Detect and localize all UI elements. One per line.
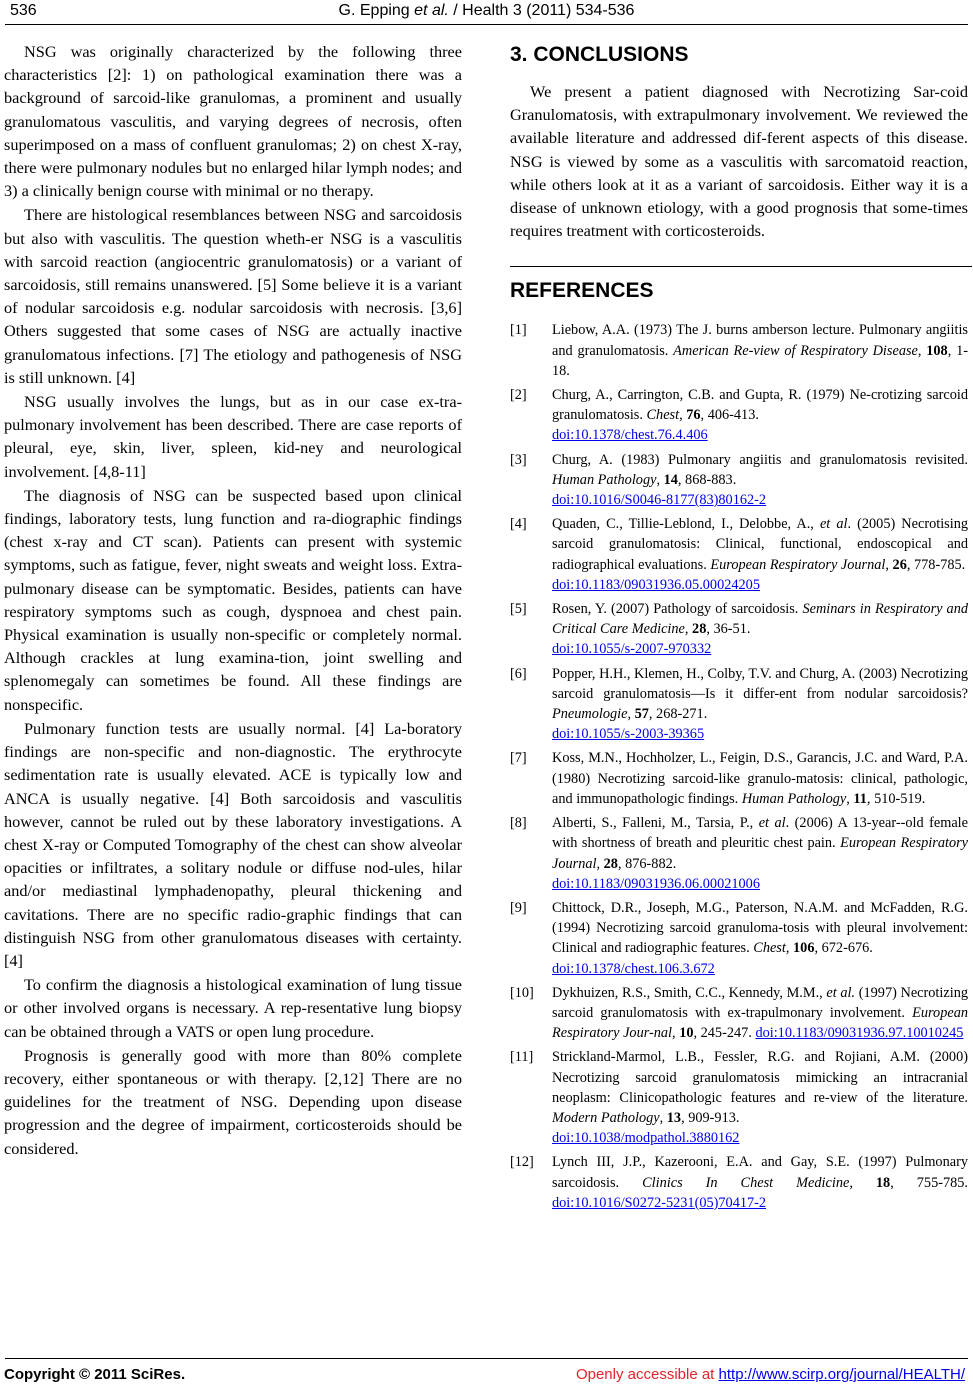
reference-title: . (2005) Necrotising sarcoid granulomatosis: Clinical, functional, endoscopical and radiographical evaluations. xyxy=(552,516,969,573)
reference-doi-link[interactable]: doi:10.1016/S0046-8177(83)80162-2 xyxy=(552,492,767,509)
reference-item xyxy=(510,385,968,446)
journal-link[interactable]: http://www.scirp.org/journal/HEALTH/ xyxy=(718,1366,965,1383)
reference-volume: 108 xyxy=(926,342,948,359)
reference-text xyxy=(552,900,968,979)
reference-item xyxy=(510,983,968,1044)
reference-number: [6] xyxy=(510,665,527,682)
right-column xyxy=(510,40,968,1217)
reference-authors: Quaden, C., Tillie-Leblond, I., Delobbe, A., xyxy=(552,516,820,533)
reference-journal: Human Pathology xyxy=(552,471,657,488)
reference-authors: Churg, A., Carrington, C.B. and Gupta, R. (1979) Ne-crotizing sarcoid granulomatosis. xyxy=(552,387,968,424)
reference-authors: Lynch III, J.P., Kazerooni, E.A. and Gay, S.E. (1997) Pulmonary sarcoidosis. xyxy=(552,1154,968,1191)
reference-etal: et al. xyxy=(826,984,856,1001)
reference-separator: , xyxy=(596,855,604,872)
paragraph-1: NSG was originally characterized by the following three characteristics [2]: 1) on pathological examination there was a background of sarcoid-like granulomas, a prominent and usually granulomatous vasculitis, and varying degrees of necrosis, often superimposed on a mass of confluent granulomas; 2) on chest X-ray, there were pulmonary nodules but no enlarged hilar lymph nodes; and 3) a clinically benign course with minimal or no therapy. xyxy=(4,42,462,201)
reference-journal: Chest xyxy=(646,407,680,424)
reference-volume: 18 xyxy=(875,1174,891,1191)
reference-volume: 26 xyxy=(892,556,907,573)
reference-authors: Churg, A. (1983) Pulmonary angiitis and granulomatosis revisited. xyxy=(552,451,968,468)
reference-item xyxy=(510,1047,968,1148)
header-journal: / Health 3 (2011) 534-536 xyxy=(448,2,635,19)
reference-text xyxy=(552,452,968,511)
paragraph-3: NSG usually involves the lungs, but as in our case ex-tra-pulmonary involvement has been described. There are case reports of pleural, eye, skin, liver, spleen, kid-ney and neurological involvement. [4,8-11] xyxy=(4,392,462,481)
reference-item xyxy=(510,664,968,745)
reference-number: [1] xyxy=(510,322,527,339)
running-header xyxy=(0,2,973,20)
reference-authors: Dykhuizen, R.S., Smith, C.C., Kennedy, M.M., xyxy=(552,984,827,1001)
reference-pages: , 876-882. xyxy=(617,855,677,872)
paragraph-7: Prognosis is generally good with more than 80% complete recovery, either spontaneous or with therapy. [2,12] There are no guidelines for the treatment of NSG. Depending upon disease progression and the degree of impairment, corticosteroids should be considered. xyxy=(4,1045,462,1158)
left-column xyxy=(4,40,462,1160)
reference-text xyxy=(552,601,968,660)
reference-doi-link[interactable]: doi:10.1016/S0272-5231(05)70417-2 xyxy=(552,1194,767,1211)
reference-pages: , 909-913. xyxy=(681,1109,740,1126)
reference-pages: , 868-883. xyxy=(677,471,737,488)
section-divider xyxy=(510,266,972,267)
reference-text xyxy=(552,666,968,745)
access-text: Openly accessible at xyxy=(575,1366,719,1383)
reference-pages: , 1-18. xyxy=(552,342,968,379)
reference-number: [3] xyxy=(510,451,527,468)
reference-authors: Koss, M.N., Hochholzer, L., Feigin, D.S., Garancis, J.C. and Ward, P.A. (1980) Necrotizing sarcoid-like granulo-matosis: clinical, pathologic, and immunopathologic findings. xyxy=(552,750,968,807)
paragraph-2: There are histological resemblances between NSG and sarcoidosis but also with vasculitis. The question wheth-er NSG is a vasculitis with sarcoid reaction (angiocentric granulomatosis) or a variant of sarcoidosis, still remains unanswered. [5] Some believe it is a variant of nodular sarcoidosis e.g. nodular sarcoidosis with necrosis. [3,6] Others suggested that some cases of NSG are actually inactive granulomatous infections. [7] The etiology and pathogenesis of NSG is still unknown. [4] xyxy=(4,205,462,387)
header-author: G. Epping xyxy=(338,2,415,19)
reference-journal: European Respiratory Jour-nal xyxy=(552,1004,968,1042)
reference-journal: Pneumologie xyxy=(552,706,628,723)
reference-separator: , xyxy=(684,621,693,638)
reference-separator: , xyxy=(672,1025,680,1042)
reference-authors: Alberti, S., Falleni, M., Tarsia, P., xyxy=(552,815,759,832)
reference-doi-link[interactable]: doi:10.1038/modpathol.3880162 xyxy=(552,1130,740,1147)
reference-number: [12] xyxy=(510,1154,534,1171)
reference-separator: , xyxy=(785,940,794,957)
reference-volume: 106 xyxy=(793,940,815,957)
reference-journal: Seminars in Respiratory and Critical Care Medicine xyxy=(552,601,969,638)
reference-volume: 13 xyxy=(666,1109,682,1126)
reference-item xyxy=(510,450,968,511)
paragraph-5: Pulmonary function tests are usually normal. [4] La-boratory findings are non-specific and non-diagnostic. The erythrocyte sedimentation rate is usually elevated. ACE is typically low and ANCA is usually negative. [4] Both sarcoidosis and vasculitis however, cannot be ruled out by these laboratory investigations. A chest X-ray or Computed Tomography of the chest can show alveolar opacities or infiltrates, a solitary nodule or diffuse nod-ules, hilar and/or mediastinal lymphadenopathy, pleural thickening and cavitations. There are no specific radio-graphic findings that can distinguish NSG from other granulomatous diseases with certainty. [4] xyxy=(4,718,462,970)
copyright-notice: Copyright © 2011 SciRes. xyxy=(4,1366,186,1383)
header-divider xyxy=(5,24,968,25)
reference-authors: Chittock, D.R., Joseph, M.G., Paterson, N.A.M. and McFadden, R.G. (1994) Necrotizing sarcoid granuloma-tosis with pleural involvement: Clinical and radiographic features. xyxy=(552,899,968,957)
reference-journal: European Respiratory Journal xyxy=(710,556,886,573)
reference-etal: et al xyxy=(758,815,786,832)
reference-pages: , 268-271. xyxy=(648,706,708,723)
reference-journal: Chest xyxy=(753,940,786,957)
reference-title: . (2006) A 13-year--old female with shortness of breath and pleuritic chest pain. xyxy=(552,815,969,852)
reference-item xyxy=(510,898,968,979)
reference-number: [11] xyxy=(510,1049,534,1066)
reference-pages: , 778-785. xyxy=(906,556,966,573)
reference-text xyxy=(552,387,968,446)
reference-doi-link[interactable]: doi:10.1183/09031936.05.00024205 xyxy=(552,576,760,593)
page-number: 536 xyxy=(10,2,37,19)
reference-number: [8] xyxy=(510,815,527,832)
reference-pages: , 245-247. xyxy=(693,1025,756,1042)
reference-authors: Rosen, Y. (2007) Pathology of sarcoidosis. xyxy=(552,601,803,618)
reference-text xyxy=(552,1049,968,1148)
reference-separator: , xyxy=(656,471,664,488)
reference-text xyxy=(552,750,968,806)
reference-item xyxy=(510,1152,968,1213)
reference-volume: 28 xyxy=(692,621,707,638)
reference-journal: Modern Pathology xyxy=(552,1109,660,1126)
reference-authors: Liebow, A.A. (1973) The J. burns amberson lecture. Pulmonary angiitis and granulomatosis. xyxy=(552,322,968,359)
reference-authors: Popper, H.H., Klemen, H., Colby, T.V. and Churg, A. (2003) Necrotizing sarcoid granulomatosis—Is it differ-ent from nodular sarcoidosis? xyxy=(552,665,968,702)
reference-item xyxy=(510,748,968,809)
conclusions-text: We present a patient diagnosed with Necrotizing Sar-coid Granulomatosis, with extrapulmonary involvement. We reviewed the available literature and addressed dif-ferent aspects of this disease. NSG is viewed by some as a vasculitis with sarcomatoid reaction, while others look at it as a variant of sarcoidosis. Either way it is a disease of unknown etiology, with a good prognosis that some-times requires treatment with corticosteroids. xyxy=(510,82,968,241)
reference-separator: , xyxy=(679,407,687,424)
reference-separator: , xyxy=(849,1174,876,1191)
reference-etal: et al xyxy=(819,516,848,533)
reference-journal: Human Pathology xyxy=(741,790,847,807)
reference-item xyxy=(510,813,968,894)
reference-volume: 10 xyxy=(679,1025,694,1042)
reference-doi-link[interactable]: doi:10.1055/s-2007-970332 xyxy=(552,641,712,658)
reference-pages: , 510-519. xyxy=(866,790,926,807)
footer-divider xyxy=(5,1358,968,1359)
reference-doi-link[interactable]: doi:10.1055/s-2003-39365 xyxy=(552,726,705,743)
reference-journal: American Re-view of Respiratory Disease xyxy=(673,342,918,359)
reference-volume: 14 xyxy=(663,471,678,488)
reference-doi-link[interactable]: doi:10.1378/chest.76.4.406 xyxy=(552,427,708,444)
reference-authors: Strickland-Marmol, L.B., Fessler, R.G. and Rojiani, A.M. (2000) Necrotizing sarcoid granulomatosis mimicking an intracranial neoplasm: Clinicopathologic features and re-view of the literature. xyxy=(552,1049,968,1106)
reference-pages: , 406-413. xyxy=(700,407,759,424)
reference-number: [9] xyxy=(510,899,527,916)
reference-volume: 76 xyxy=(686,407,701,424)
reference-volume: 11 xyxy=(853,790,867,807)
reference-doi-link[interactable]: doi:10.1378/chest.106.3.672 xyxy=(552,960,715,977)
header-etal: et al. xyxy=(414,2,449,19)
reference-doi-link[interactable]: doi:10.1183/09031936.97.10010245 xyxy=(755,1025,964,1042)
conclusions-heading: 3. CONCLUSIONS xyxy=(510,43,689,66)
reference-number: [10] xyxy=(510,984,534,1001)
reference-pages: , 672-676. xyxy=(814,940,873,957)
reference-text xyxy=(552,516,968,595)
reference-item xyxy=(510,320,968,381)
reference-journal: European Respiratory Journal xyxy=(552,835,969,872)
reference-doi-link[interactable]: doi:10.1183/09031936.06.00021006 xyxy=(552,875,760,892)
reference-separator: , xyxy=(846,790,854,807)
reference-separator: , xyxy=(885,556,893,573)
reference-pages: , 755-785. xyxy=(890,1174,968,1191)
reference-separator: , xyxy=(659,1109,667,1126)
reference-text xyxy=(552,815,968,894)
reference-item xyxy=(510,514,968,595)
reference-journal: Clinics In Chest Medicine xyxy=(642,1174,850,1191)
reference-number: [7] xyxy=(510,750,527,767)
reference-title: (1997) Necrotizing sarcoid granulomatosis with ex-trapulmonary involvement. xyxy=(552,984,968,1021)
reference-list xyxy=(510,320,968,1213)
reference-volume: 28 xyxy=(603,855,618,872)
reference-volume: 57 xyxy=(634,706,649,723)
paragraph-4: The diagnosis of NSG can be suspected based upon clinical findings, laboratory tests, lung function and ra-diographic findings (chest x-ray and CT scan). Patients can present with systemic symptoms, such as fatigue, fever, night sweats and weight loss. Extra-pulmonary disease can be symptomatic. Besides, patients can have respiratory symptoms such as cough, dyspnoea and chest pain. Physical examination is usually non-specific or completely normal. Although crackles at lung examina-tion, joint swelling and splenomegaly can sometimes be found. All these findings are nonspecific. xyxy=(4,485,462,714)
references-heading: REFERENCES xyxy=(510,279,654,303)
reference-pages: , 36-51. xyxy=(706,621,751,638)
reference-text xyxy=(552,1154,968,1210)
reference-number: [2] xyxy=(510,387,527,404)
reference-separator: , xyxy=(917,342,927,359)
access-notice xyxy=(576,1366,965,1383)
paragraph-6: To confirm the diagnosis a histological examination of lung tissue or other involved organs is necessary. A rep-resentative lung biopsy can be obtained through a VATS or open lung procedure. xyxy=(4,975,462,1041)
reference-text xyxy=(552,322,968,378)
reference-item xyxy=(510,599,968,660)
reference-number: [5] xyxy=(510,601,527,618)
reference-separator: , xyxy=(627,706,635,723)
reference-text xyxy=(552,985,968,1041)
reference-number: [4] xyxy=(510,516,527,533)
